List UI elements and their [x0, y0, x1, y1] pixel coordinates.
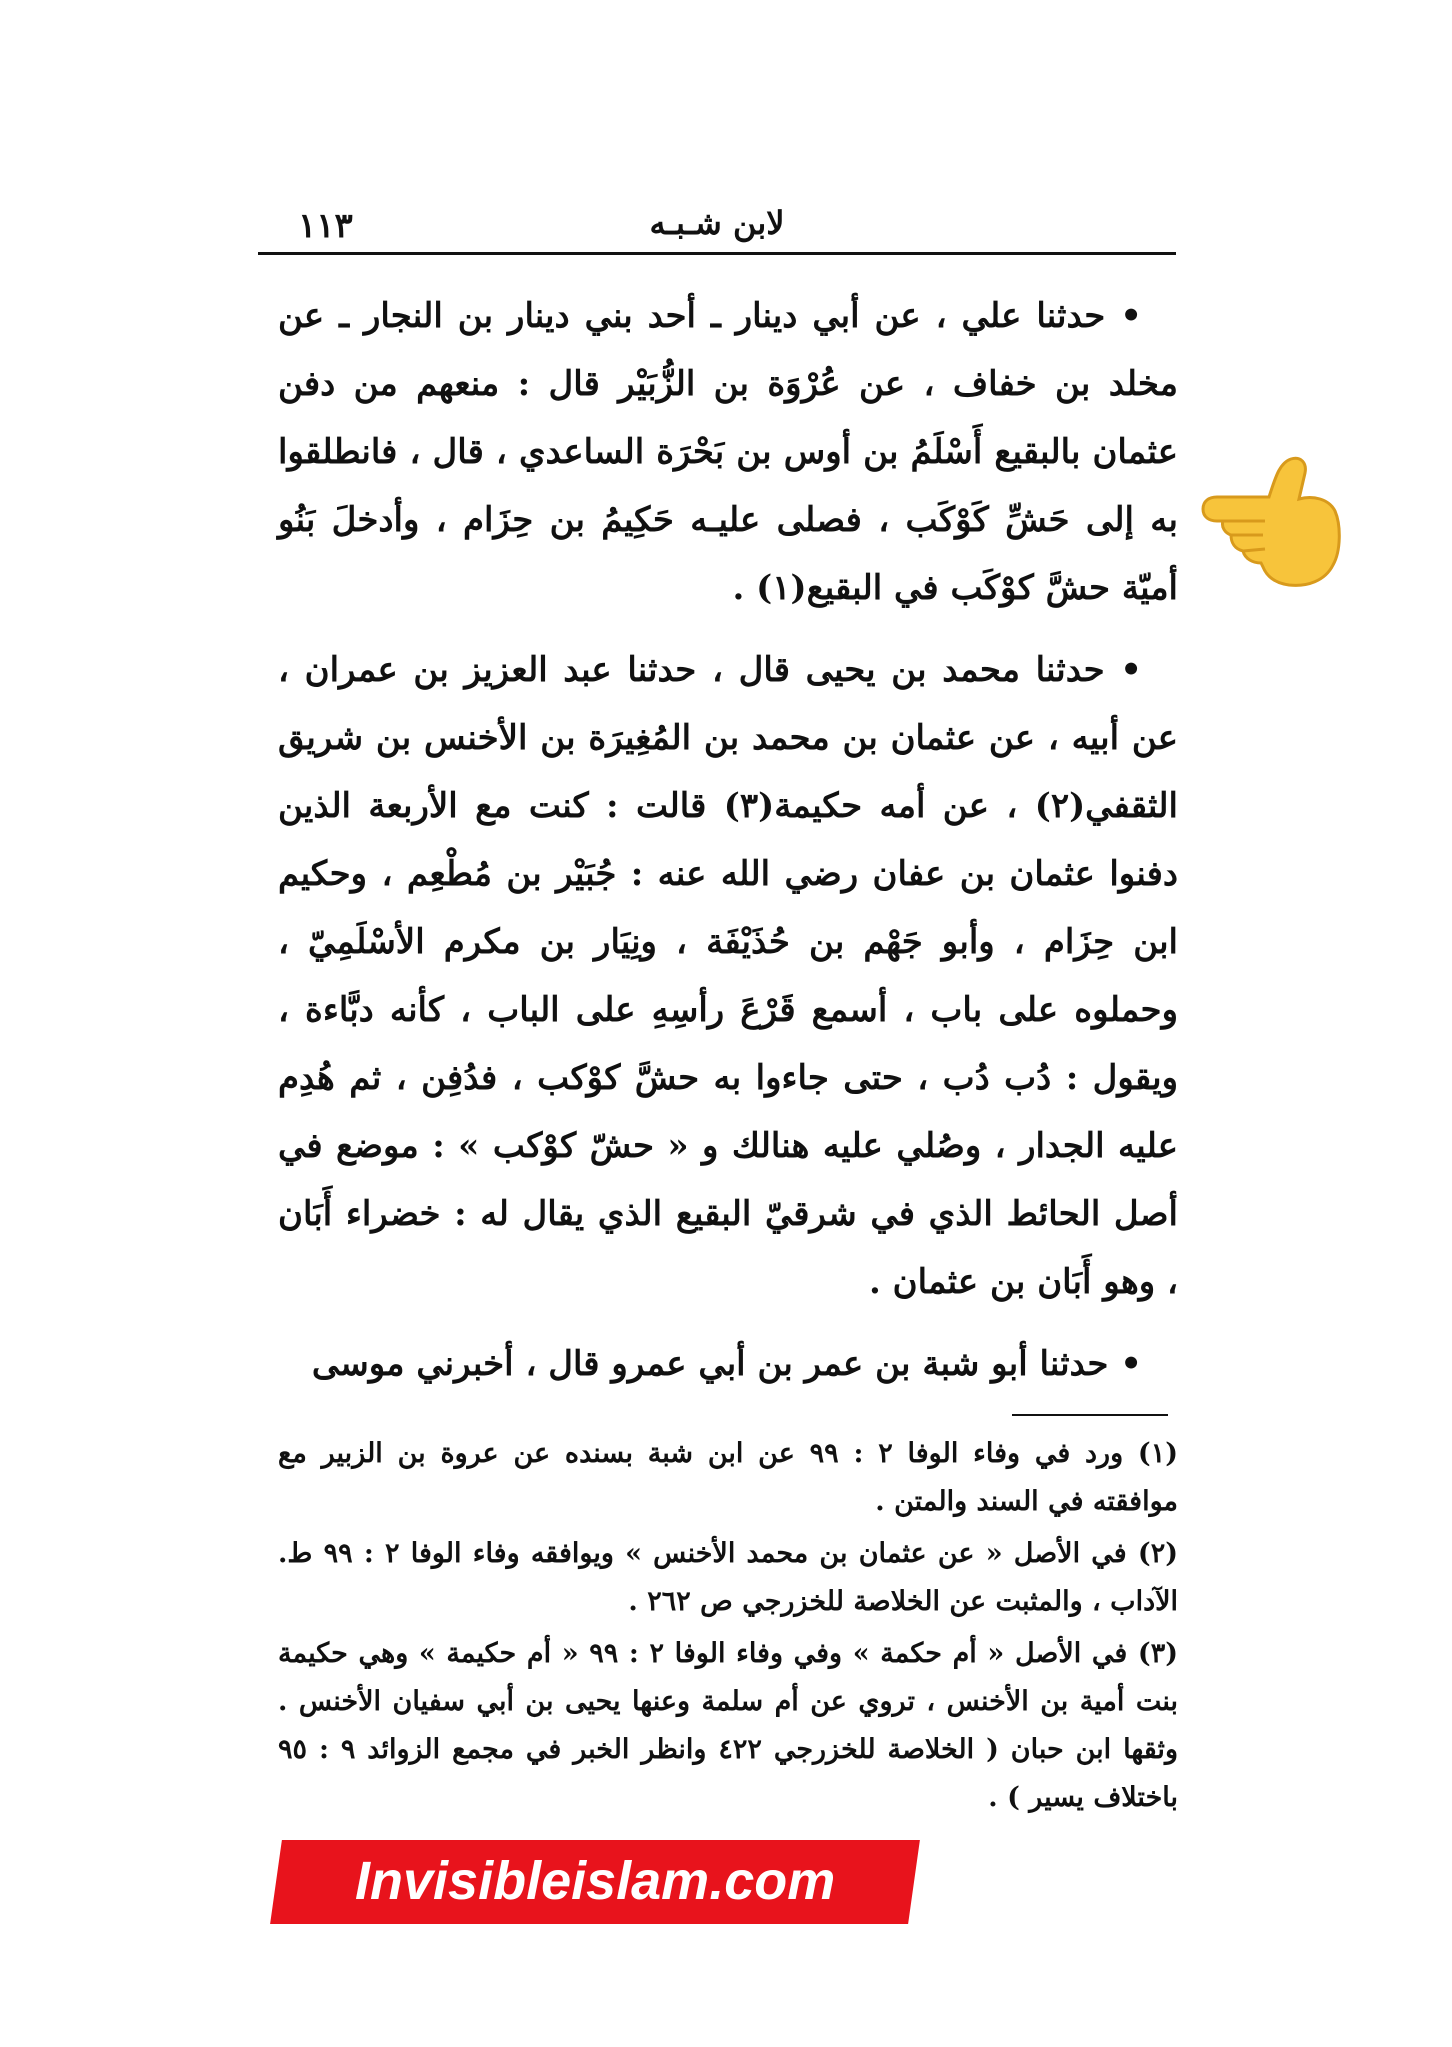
- main-text: [278, 282, 1178, 1412]
- footnote-2: (٢) في الأصل « عن عثمان بن محمد الأخنس » ويوافقه وفاء الوفا ٢ : ٩٩ ط. الآداب ، والمثبت عن الخلاصة للخزرجي ص ٢٦٢ .: [278, 1538, 1178, 1617]
- page-header: [258, 200, 1176, 255]
- watermark-text: Invisibleislam.com: [355, 1851, 836, 1911]
- running-title: لابن شـبـه: [649, 204, 785, 242]
- footnote-3: (٣) في الأصل « أم حكمة » وفي وفاء الوفا ٢ : ٩٩ « أم حكيمة » وهي حكيمة بنت أمية بن الأخنس ، تروي عن أم سلمة وعنها يحيى بن أبي سفيان الأخنس . وثقها ابن حبان ( الخلاصة للخزرجي ٤٢٢ وانظر الخبر في مجمع الزوائد ٩ : ٩٥ باختلاف يسير ) .: [278, 1638, 1178, 1813]
- footnote-1: (١) ورد في وفاء الوفا ٢ : ٩٩ عن ابن شبة بسنده عن عروة بن الزبير مع موافقته في السند والمتن .: [278, 1438, 1178, 1517]
- footnotes: [278, 1430, 1178, 1826]
- paragraph-2: • حدثنا محمد بن يحيى قال ، حدثنا عبد العزيز بن عمران ، عن أبيه ، عن عثمان بن محمد بن المُغِيرَة بن الأخنس بن شريق الثقفي(٢) ، عن أمه حكيمة(٣) قالت : كنت مع الأربعة الذين دفنوا عثمان بن عفان رضي الله عنه : جُبَيْر بن مُطْعِم ، وحكيم ابن حِزَام ، وأبو جَهْم بن حُذَيْفَة ، ونِيَار بن مكرم الأسْلَمِيّ ، وحملوه على باب ، أسمع قَرْعَ رأسِهِ على الباب ، كأنه دبَّاءة ، ويقول : دُب دُب ، حتى جاءوا به حشَّ كوْكب ، فدُفِن ، ثم هُدِم عليه الجدار ، وصُلي عليه هنالك و « حشّ كوْكب » : موضع في أصل الحائط الذي في شرقيّ البقيع الذي يقال له : خضراء أَبَان ، وهو أَبَان بن عثمان .: [278, 650, 1178, 1302]
- watermark-banner: [270, 1840, 920, 1924]
- paragraph-3: • حدثنا أبو شبة بن عمر بن أبي عمرو قال ، أخبرني موسى: [311, 1344, 1142, 1384]
- paragraph-1: • حدثنا علي ، عن أبي دينار ـ أحد بني دينار بن النجار ـ عن مخلد بن خفاف ، عن عُرْوَة بن الزُّبَيْر قال : منعهم من دفن عثمان بالبقيع أَسْلَمُ بن أوس بن بَحْرَة الساعدي ، قال ، فانطلقوا به إلى حَشِّ كَوْكَب ، فصلى عليـه حَكِيمُ بن حِزَام ، وأدخلَ بَنُو أميّة حشَّ كوْكَب في البقيع(١) .: [278, 296, 1178, 608]
- page-number: ١١٣: [298, 206, 353, 246]
- pointing-hand-icon: [1195, 455, 1345, 595]
- footnote-divider: [1012, 1414, 1168, 1416]
